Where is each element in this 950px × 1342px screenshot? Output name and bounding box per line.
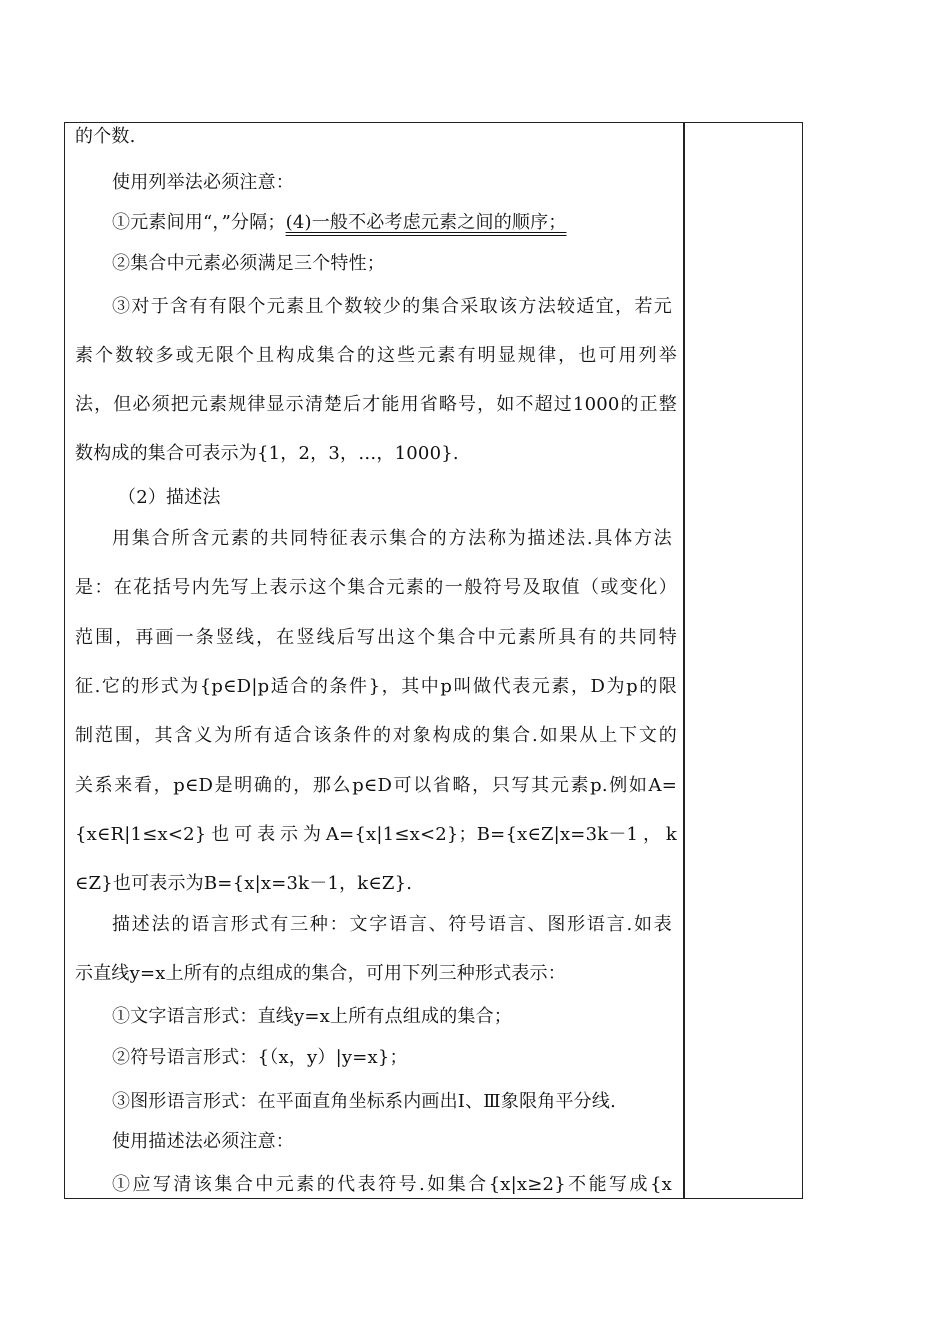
text-line: ①应写清该集合中元素的代表符号.如集合{x|x≥2}不能写成{x (112, 1174, 672, 1195)
text-line: ②集合中元素必须满足三个特性； (112, 253, 385, 274)
text-line: ③图形语言形式：在平面直角坐标系内画出Ⅰ、Ⅲ象限角平分线. (112, 1091, 616, 1112)
text-segment: ①元素间用“，”分隔； (112, 212, 286, 233)
text-line: ③对于含有有限个元素且个数较少的集合采取该方法较适宜，若元 (112, 296, 672, 317)
table-frame (64, 122, 803, 1199)
text-line: 法，但必须把元素规律显示清楚后才能用省略号，如不超过1000的正整 (75, 394, 677, 415)
section-heading: （2）描述法 (118, 487, 221, 508)
text-line: 范围，再画一条竖线，在竖线后写出这个集合中元素所具有的共同特 (75, 627, 677, 648)
text-line: 示直线y=x上所有的点组成的集合，可用下列三种形式表示： (75, 963, 566, 984)
text-line: 用集合所含元素的共同特征表示集合的方法称为描述法.具体方法 (112, 528, 672, 549)
text-line: {x∈R|1≤x<2}也可表示为A={x|1≤x<2}；B={x∈Z|x=3k－1，k (75, 824, 677, 845)
text-line: 描述法的语言形式有三种：文字语言、符号语言、图形语言.如表 (112, 914, 672, 935)
text-line (112, 212, 567, 234)
text-line: ①文字语言形式：直线y=x上所有点组成的集合； (112, 1006, 513, 1027)
text-line: ∈Z}也可表示为B={x|x=3k－1，k∈Z}. (75, 873, 413, 894)
text-line: 关系来看，p∈D是明确的，那么p∈D可以省略，只写其元素p.例如A= (75, 775, 677, 796)
table-column-divider (683, 122, 685, 1199)
text-line: ②符号语言形式：{（x，y）|y=x}； (112, 1047, 408, 1068)
text-line: 数构成的集合可表示为{1，2，3，…，1000}. (75, 443, 459, 464)
underlined-note: (4)一般不必考虑元素之间的顺序； (285, 212, 567, 233)
text-line: 使用列举法必须注意： (112, 172, 294, 193)
text-line: 征.它的形式为{p∈D|p适合的条件}，其中p叫做代表元素，D为p的限 (75, 676, 677, 697)
text-line: 是：在花括号内先写上表示这个集合元素的一般符号及取值（或变化） (75, 577, 677, 598)
text-line: 使用描述法必须注意： (112, 1131, 294, 1152)
text-line: 素个数较多或无限个且构成集合的这些元素有明显规律，也可用列举 (75, 345, 677, 366)
text-line: 制范围，其含义为所有适合该条件的对象构成的集合.如果从上下文的 (75, 725, 677, 746)
text-line: 的个数. (75, 126, 136, 147)
